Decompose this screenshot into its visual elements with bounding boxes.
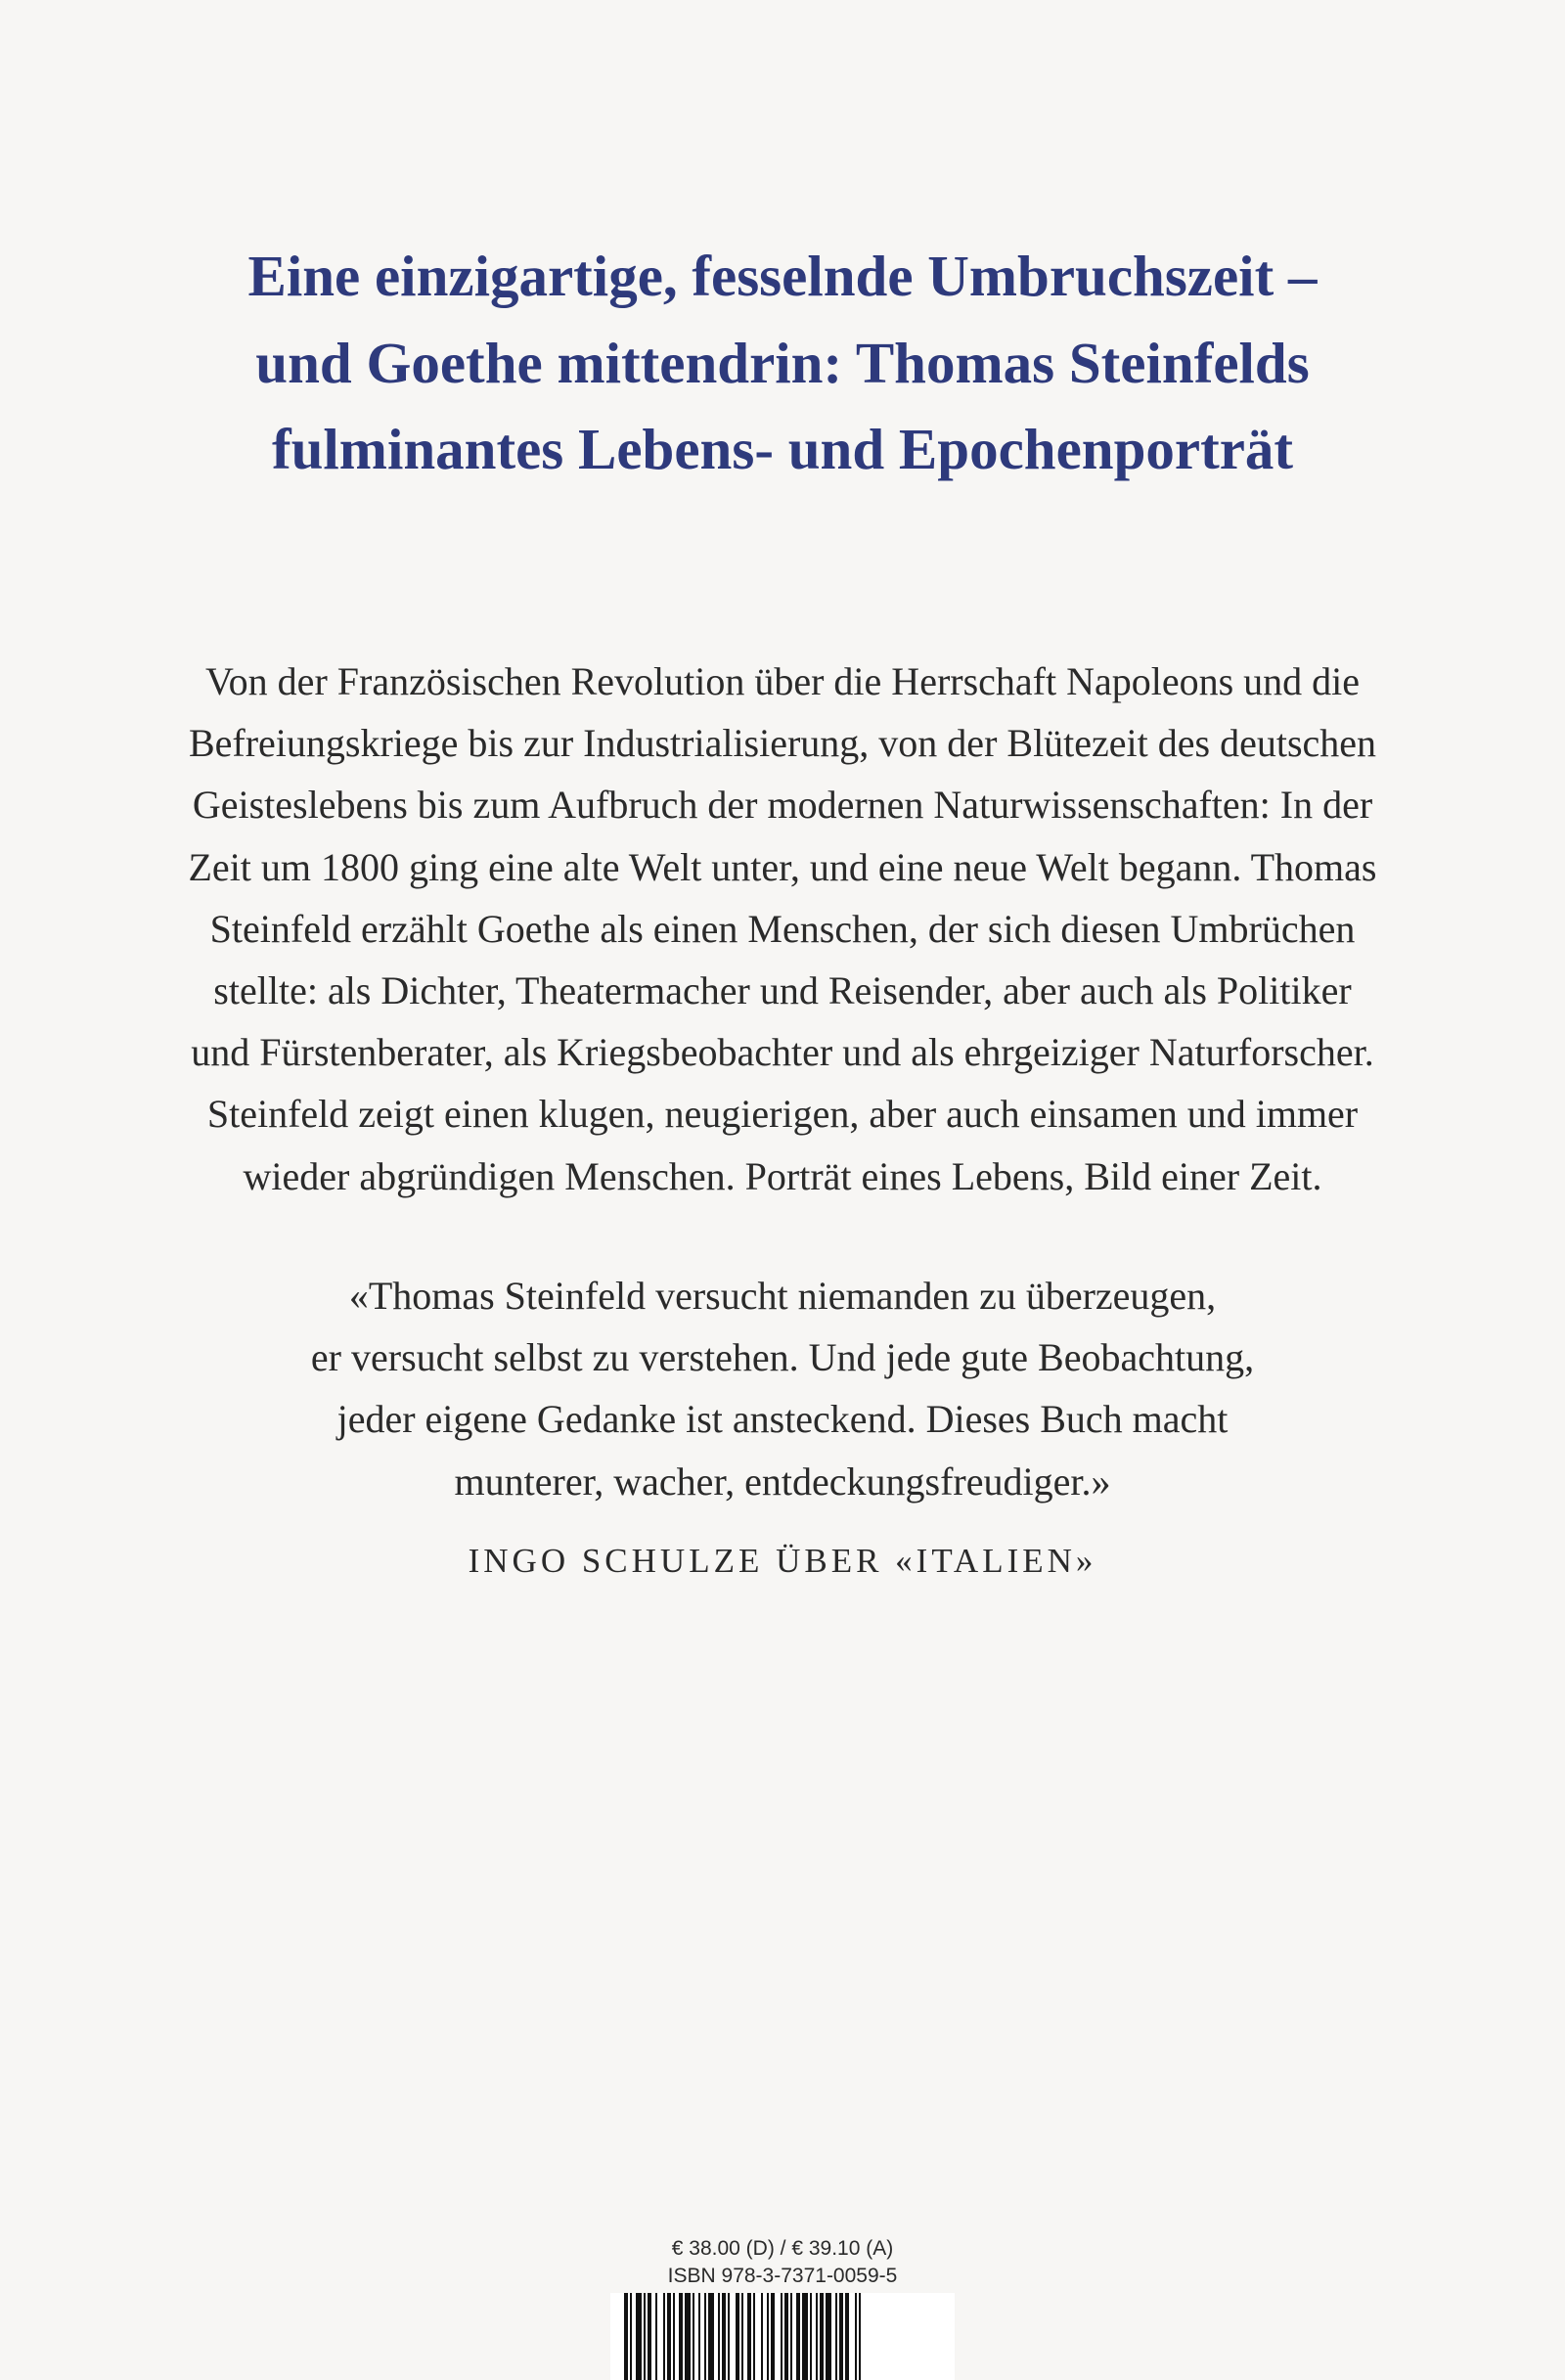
blurb-paragraph: [127, 651, 1438, 1207]
review-quote: [176, 1265, 1389, 1512]
blurb-line: Steinfeld erzählt Goethe als einen Menschen, der sich diesen Umbrüchen: [209, 906, 1356, 951]
blurb-line: Befreiungskriege bis zur Industrialisierung, von der Blütezeit des deutschen: [188, 721, 1377, 766]
blurb-line: Geisteslebens bis zum Aufbruch der modernen Naturwissenschaften: In der: [192, 783, 1373, 828]
price-label: € 38.00 (D) / € 39.10 (A): [671, 2237, 894, 2260]
barcode-graphic: [610, 2293, 955, 2380]
headline-line: Eine einzigartige, fesselnde Umbruchszeit –: [247, 244, 1318, 308]
blurb-line: Zeit um 1800 ging eine alte Welt unter, und eine neue Welt begann. Thomas: [188, 844, 1377, 889]
headline-line: fulminantes Lebens- und Epochenporträt: [271, 417, 1294, 481]
blurb-line: wieder abgründigen Menschen. Porträt eines Lebens, Bild einer Zeit.: [243, 1153, 1322, 1198]
headline: [0, 233, 1565, 493]
quote-attribution: INGO SCHULZE ÜBER «ITALIEN»: [468, 1542, 1097, 1580]
blurb-line: und Fürstenberater, als Kriegsbeobachter und als ehrgeiziger Naturforscher.: [191, 1030, 1374, 1075]
quote-line: jeder eigene Gedanke ist ansteckend. Dieses Buch macht: [336, 1397, 1229, 1442]
barcode: [610, 2293, 955, 2380]
blurb-line: Steinfeld zeigt einen klugen, neugierigen, aber auch einsamen und immer: [206, 1092, 1359, 1137]
blurb-line: Von der Französischen Revolution über die Herrschaft Napoleons und die: [204, 659, 1361, 703]
quote-line: munterer, wacher, entdeckungsfreudiger.»: [454, 1459, 1111, 1504]
blurb-line: stellte: als Dichter, Theatermacher und Reisender, aber auch als Politiker: [213, 967, 1352, 1012]
quote-line: «Thomas Steinfeld versucht niemanden zu überzeugen,: [348, 1274, 1217, 1318]
quote-line: er versucht selbst zu verstehen. Und jede gute Beobachtung,: [310, 1335, 1255, 1380]
headline-line: und Goethe mittendrin: Thomas Steinfelds: [255, 330, 1310, 395]
isbn-label: ISBN 978-3-7371-0059-5: [667, 2265, 898, 2287]
